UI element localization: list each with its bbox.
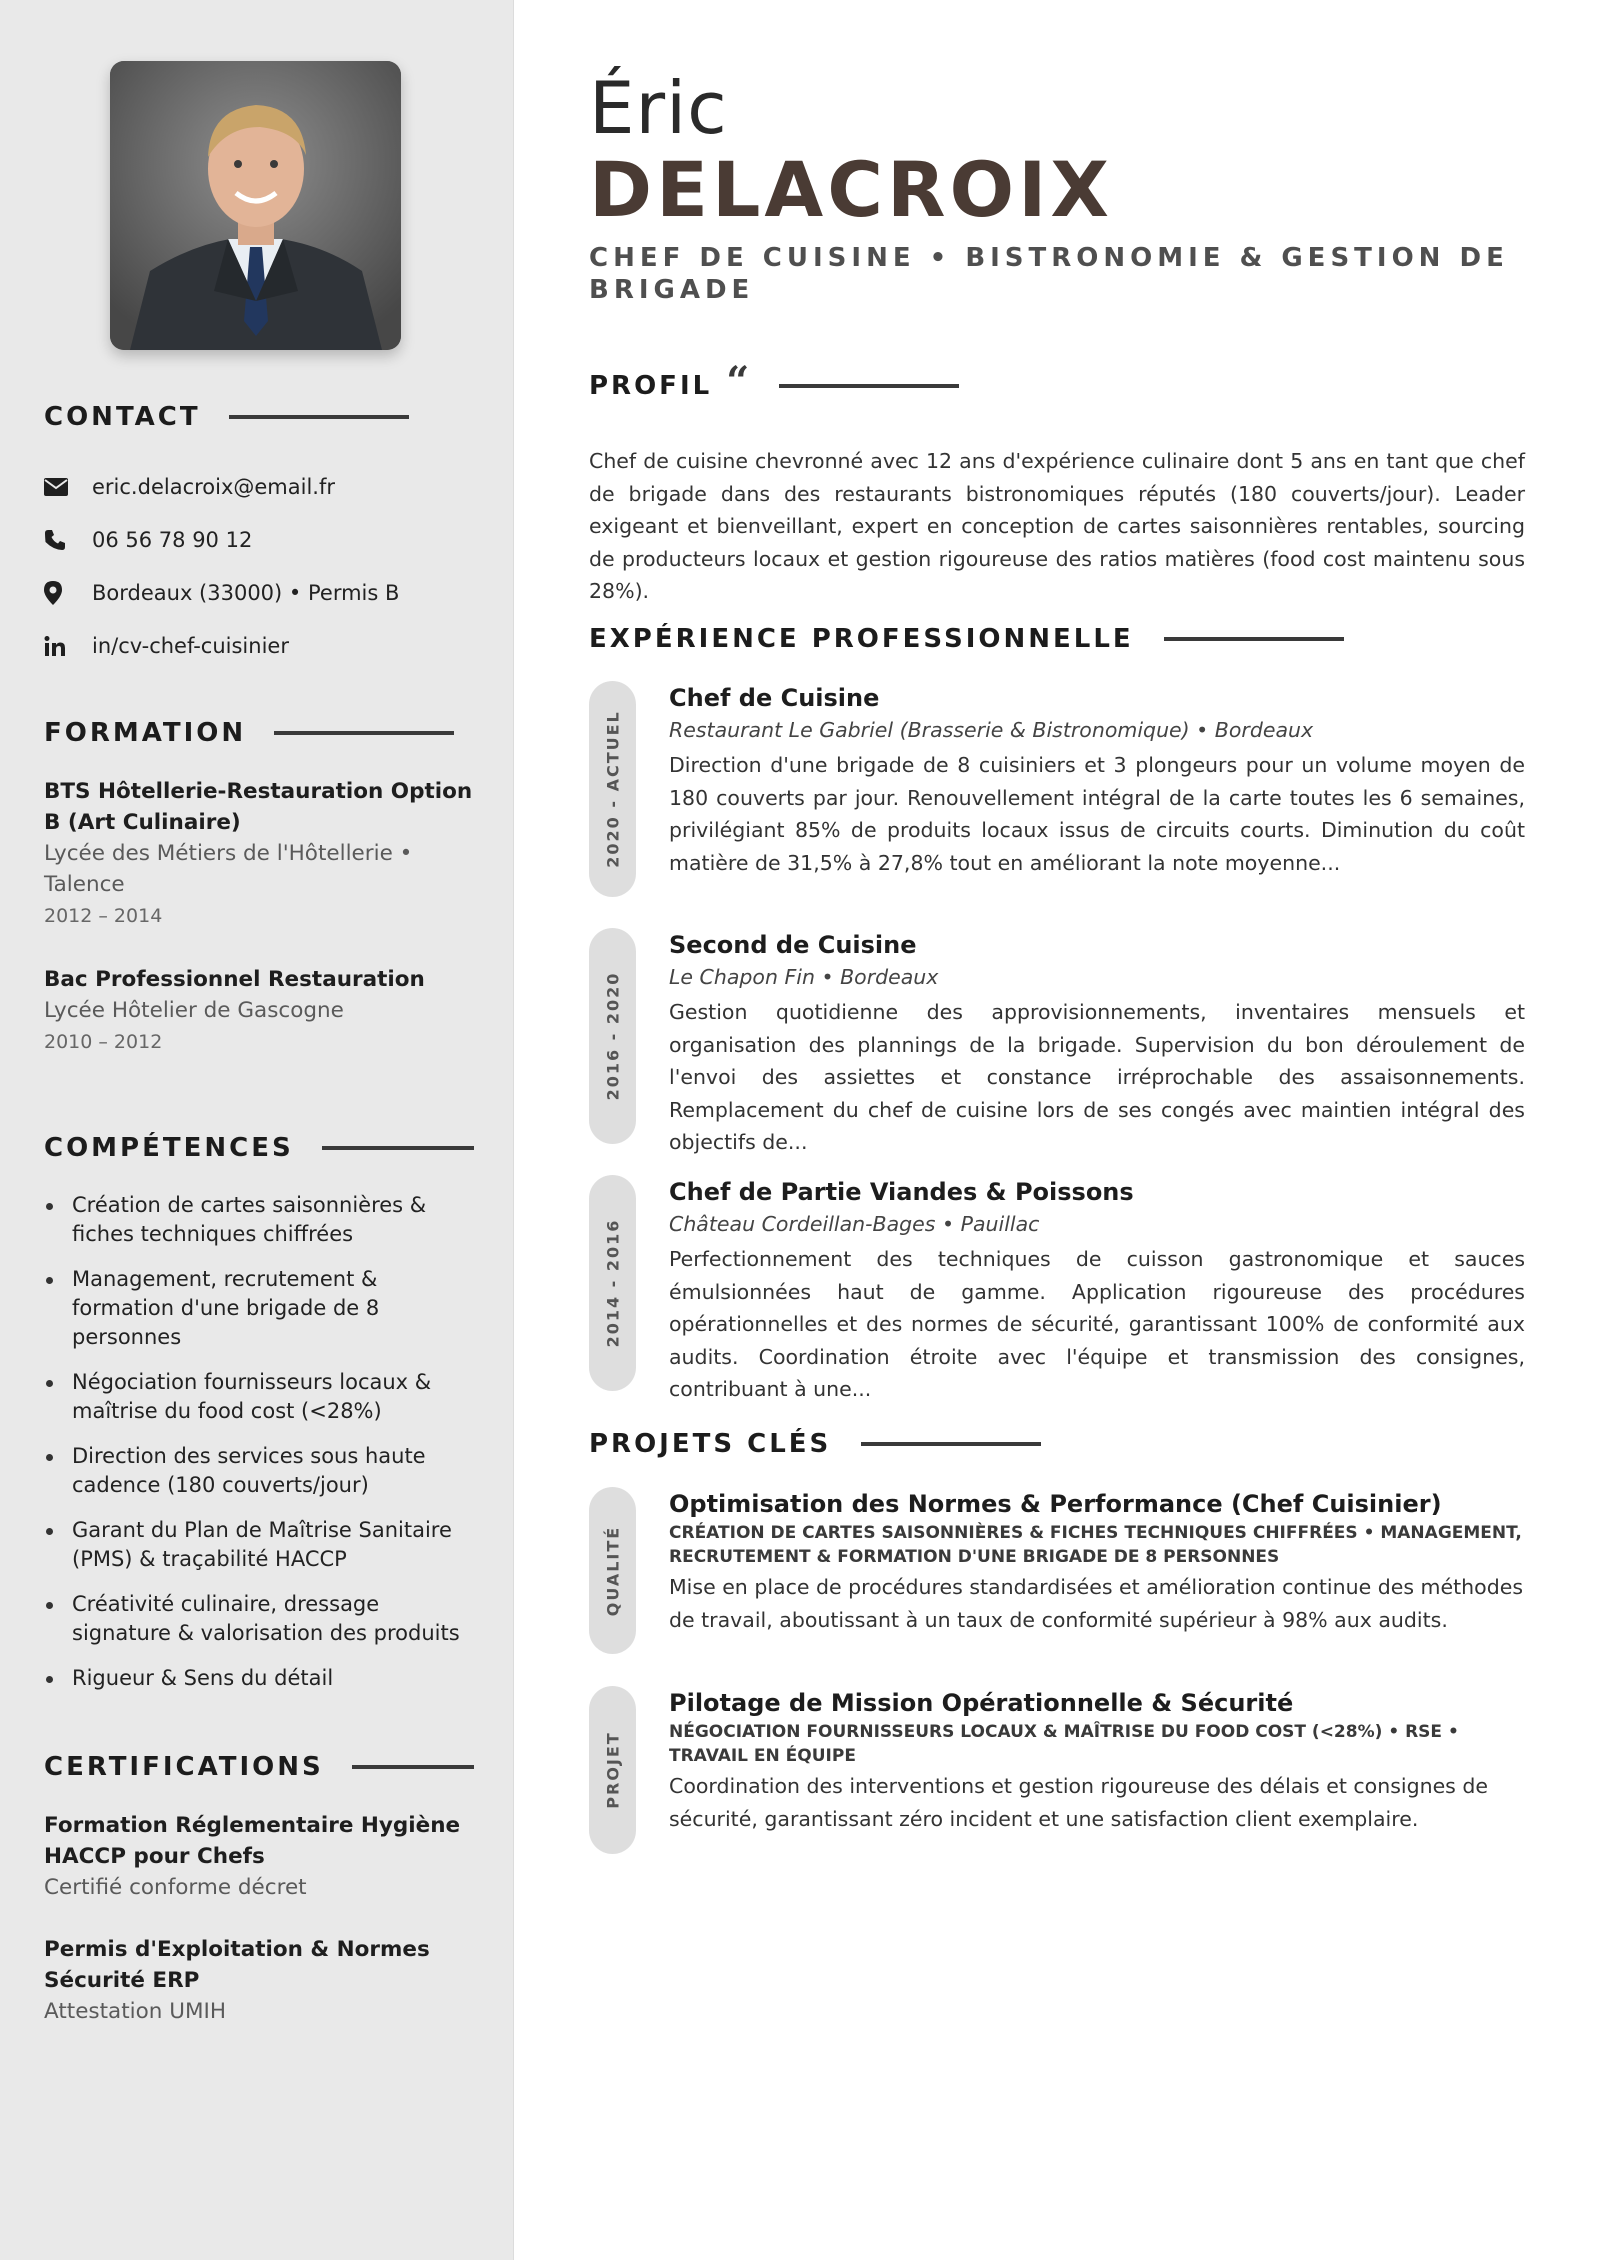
projets-heading xyxy=(589,1427,1041,1461)
heading-rule xyxy=(352,1765,474,1769)
certifications-heading xyxy=(44,1752,474,1782)
heading-rule xyxy=(274,731,454,735)
heading-rule xyxy=(861,1442,1041,1446)
contact-phone-text: 06 56 78 90 12 xyxy=(92,527,253,552)
profile-photo xyxy=(110,61,401,350)
heading-rule xyxy=(1164,637,1344,641)
certification-item xyxy=(44,1934,474,2028)
formation-item xyxy=(44,964,474,1058)
contact-linkedin-text: in/cv-chef-cuisinier xyxy=(92,633,289,658)
formation-item xyxy=(44,776,474,932)
project-tag-label: PROJET xyxy=(603,1731,622,1809)
formation-years: 2012 – 2014 xyxy=(44,905,163,927)
project-tag-pill xyxy=(589,1487,636,1654)
period-pill xyxy=(589,681,636,897)
phone-icon xyxy=(44,529,92,551)
skill-item: Management, recrutement & formation d'une brigade de 8 personnes xyxy=(44,1265,474,1352)
project-title: Optimisation des Normes & Performance (Chef Cuisinier) xyxy=(669,1490,1442,1518)
first-name: Éric xyxy=(589,66,728,150)
certifications-heading-text: CERTIFICATIONS xyxy=(44,1752,324,1782)
project-title: Pilotage de Mission Opérationnelle & Sécurité xyxy=(669,1689,1294,1717)
project-description: Mise en place de procédures standardisées et amélioration continue des méthodes de travail, aboutissant à un taux de conformité supérieur à 98% aux audits. xyxy=(669,1575,1524,1632)
experience-description: Gestion quotidienne des approvisionnements, inventaires mensuels et organisation des plannings de la brigade. Supervision du bon déroulement de l'envoi des assiettes et constance irréprochable des assaisonnements. Remplacement du chef de cuisine lors de ses congés avec maintien intégral des objectifs de... xyxy=(669,1000,1525,1154)
profil-text: Chef de cuisine chevronné avec 12 ans d'expérience culinaire dont 5 ans en tant que chef de brigade dans des restaurants bistronomiques réputés (180 couverts/jour). Leader exigeant et bienveillant, expert en conception de cartes saisonnières rentables, sourcing de producteurs locaux et gestion rigoureuse des ratios matières (food cost maintenu sous 28%). xyxy=(589,449,1525,603)
experience-title: Chef de Partie Viandes & Poissons xyxy=(669,1178,1134,1206)
contact-phone[interactable] xyxy=(44,513,474,566)
period-label: 2014 - 2016 xyxy=(603,1218,622,1348)
contact-section xyxy=(44,402,474,672)
certification-title: Permis d'Exploitation & Normes Sécurité ERP xyxy=(44,1937,430,1993)
experience-body xyxy=(669,681,1525,879)
envelope-icon xyxy=(44,478,92,496)
experience-title: Second de Cuisine xyxy=(669,931,917,959)
period-label: 2016 - 2020 xyxy=(603,971,622,1101)
profil-heading-text: PROFIL xyxy=(589,371,713,401)
last-name: DELACROIX xyxy=(589,145,1114,234)
experience-title: Chef de Cuisine xyxy=(669,684,880,712)
contact-heading xyxy=(44,402,474,432)
formation-title: BTS Hôtellerie-Restauration Option B (Art Culinaire) xyxy=(44,779,473,835)
certification-sub: Attestation UMIH xyxy=(44,1999,227,2024)
linkedin-icon xyxy=(44,635,92,657)
formation-heading-text: FORMATION xyxy=(44,718,247,748)
formation-school: Lycée Hôtelier de Gascogne xyxy=(44,998,344,1023)
certification-sub: Certifié conforme décret xyxy=(44,1875,307,1900)
formation-school: Lycée des Métiers de l'Hôtellerie • Talence xyxy=(44,841,413,897)
period-pill xyxy=(589,1175,636,1391)
location-pin-icon xyxy=(44,581,92,605)
skill-item: Garant du Plan de Maîtrise Sanitaire (PMS) & traçabilité HACCP xyxy=(44,1516,474,1574)
contact-location-text: Bordeaux (33000) • Permis B xyxy=(92,580,400,605)
projets-heading-text: PROJETS CLÉS xyxy=(589,1429,832,1459)
project-body xyxy=(669,1487,1525,1636)
skill-item: Rigueur & Sens du détail xyxy=(44,1664,474,1693)
project-skills: NÉGOCIATION FOURNISSEURS LOCAUX & MAÎTRISE DU FOOD COST (<28%) • RSE • TRAVAIL EN ÉQUIPE xyxy=(669,1722,1459,1766)
project-tag-pill xyxy=(589,1686,636,1854)
job-title: CHEF DE CUISINE • BISTRONOMIE & GESTION DE BRIGADE xyxy=(589,243,1509,305)
skills-list xyxy=(44,1191,474,1693)
period-pill xyxy=(589,928,636,1144)
experience-heading xyxy=(589,622,1344,656)
quote-icon: “ xyxy=(726,358,750,405)
experience-company: Restaurant Le Gabriel (Brasserie & Bistronomique) • Bordeaux xyxy=(669,718,1314,742)
project-skills: CRÉATION DE CARTES SAISONNIÈRES & FICHES TECHNIQUES CHIFFRÉES • MANAGEMENT, RECRUTEMENT & FORMATION D'UNE BRIGADE DE 8 PERSONNES xyxy=(669,1523,1522,1567)
experience-heading-text: EXPÉRIENCE PROFESSIONNELLE xyxy=(589,624,1134,654)
certifications-section xyxy=(44,1752,474,2028)
formation-heading xyxy=(44,718,474,748)
experience-description: Direction d'une brigade de 8 cuisiniers et 3 plongeurs pour un volume moyen de 180 couverts par jour. Renouvellement intégral de la carte toutes les 6 semaines, privilégiant 85% de produits locaux issus de circuits courts. Diminution du coût matière de 31,5% à 27,8% tout en améliorant la note moyenne... xyxy=(669,753,1525,875)
certification-item xyxy=(44,1810,474,1904)
contact-email[interactable] xyxy=(44,460,474,513)
contact-list xyxy=(44,460,474,672)
period-label: 2020 - ACTUEL xyxy=(603,710,622,868)
formation-title: Bac Professionnel Restauration xyxy=(44,967,425,992)
portrait-illustration xyxy=(110,61,401,350)
experience-company: Le Chapon Fin • Bordeaux xyxy=(669,965,939,989)
skill-item: Création de cartes saisonnières & fiches techniques chiffrées xyxy=(44,1191,474,1249)
heading-rule xyxy=(779,384,959,388)
competences-section xyxy=(44,1133,474,1709)
skill-item: Créativité culinaire, dressage signature & valorisation des produits xyxy=(44,1590,474,1648)
project-description: Coordination des interventions et gestion rigoureuse des délais et consignes de sécurité, garantissant zéro incident et une satisfaction client exemplaire. xyxy=(669,1774,1489,1831)
sidebar xyxy=(0,0,514,2260)
competences-heading-text: COMPÉTENCES xyxy=(44,1133,294,1163)
formation-years: 2010 – 2012 xyxy=(44,1031,163,1053)
experience-description: Perfectionnement des techniques de cuisson gastronomique et sauces émulsionnées haut de gamme. Application rigoureuse des procédures opérationnelles et des normes de sécurité, garantissant 100% de conformité aux audits. Coordination étroite avec l'équipe et transmission des consignes, contribuant à une... xyxy=(669,1247,1525,1401)
contact-email-text: eric.delacroix@email.fr xyxy=(92,474,336,499)
certification-title: Formation Réglementaire Hygiène HACCP pour Chefs xyxy=(44,1813,461,1869)
contact-linkedin[interactable] xyxy=(44,619,474,672)
formation-section xyxy=(44,718,474,1058)
contact-location xyxy=(44,566,474,619)
experience-body xyxy=(669,928,1525,1159)
experience-body xyxy=(669,1175,1525,1406)
skill-item: Négociation fournisseurs locaux & maîtrise du food cost (<28%) xyxy=(44,1368,474,1426)
project-tag-label: QUALITÉ xyxy=(603,1525,622,1616)
competences-heading xyxy=(44,1133,474,1163)
skill-item: Direction des services sous haute cadence (180 couverts/jour) xyxy=(44,1442,474,1500)
contact-heading-text: CONTACT xyxy=(44,402,201,432)
heading-rule xyxy=(229,415,409,419)
profil-heading xyxy=(589,358,959,405)
experience-company: Château Cordeillan-Bages • Pauillac xyxy=(669,1212,1040,1236)
project-body xyxy=(669,1686,1525,1835)
heading-rule xyxy=(322,1146,474,1150)
